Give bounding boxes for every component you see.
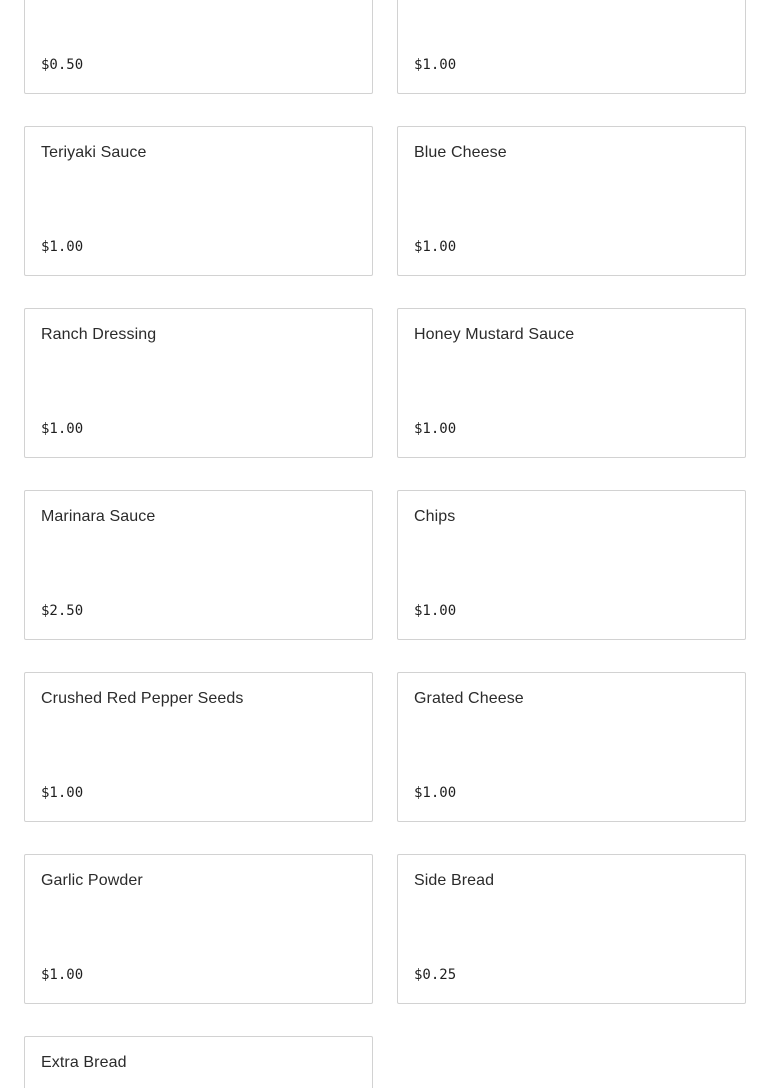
menu-item-name: Teriyaki Sauce — [41, 144, 147, 161]
menu-item-price: $1.00 — [41, 421, 84, 437]
menu-item-card[interactable] — [397, 854, 746, 1004]
menu-item-name: Ranch Dressing — [41, 326, 157, 343]
menu-item-price: $1.00 — [414, 785, 457, 801]
menu-item-card[interactable] — [24, 126, 373, 276]
menu-item-price: $1.00 — [41, 785, 84, 801]
menu-item-name: Blue Cheese — [414, 144, 507, 161]
menu-item-card[interactable] — [397, 672, 746, 822]
menu-item-card[interactable] — [24, 672, 373, 822]
menu-item-price: $0.25 — [414, 967, 457, 983]
menu-item-card[interactable] — [397, 126, 746, 276]
menu-item-price: $1.00 — [414, 421, 457, 437]
menu-item-card[interactable] — [397, 308, 746, 458]
menu-item-name: Honey Mustard Sauce — [414, 326, 575, 343]
menu-item-name: Crushed Red Pepper Seeds — [41, 690, 244, 707]
menu-item-card[interactable] — [24, 1036, 373, 1088]
menu-item-name: Chips — [414, 508, 456, 525]
menu-item-card[interactable] — [24, 854, 373, 1004]
menu-item-name: Extra Bread — [41, 1054, 127, 1071]
menu-item-card[interactable] — [24, 0, 373, 94]
menu-item-name: Garlic Powder — [41, 872, 143, 889]
menu-item-card[interactable] — [24, 490, 373, 640]
menu-item-price: $1.00 — [414, 57, 457, 73]
menu-item-name: Grated Cheese — [414, 690, 524, 707]
menu-item-price: $1.00 — [41, 239, 84, 255]
menu-item-price: $1.00 — [414, 239, 457, 255]
menu-item-price: $1.00 — [41, 967, 84, 983]
menu-item-card[interactable] — [397, 490, 746, 640]
menu-item-card[interactable] — [24, 308, 373, 458]
menu-item-price: $1.00 — [414, 603, 457, 619]
menu-item-price: $0.50 — [41, 57, 84, 73]
menu-item-price: $2.50 — [41, 603, 84, 619]
menu-item-name: Side Bread — [414, 872, 495, 889]
menu-item-name: Marinara Sauce — [41, 508, 156, 525]
menu-item-card[interactable] — [397, 0, 746, 94]
